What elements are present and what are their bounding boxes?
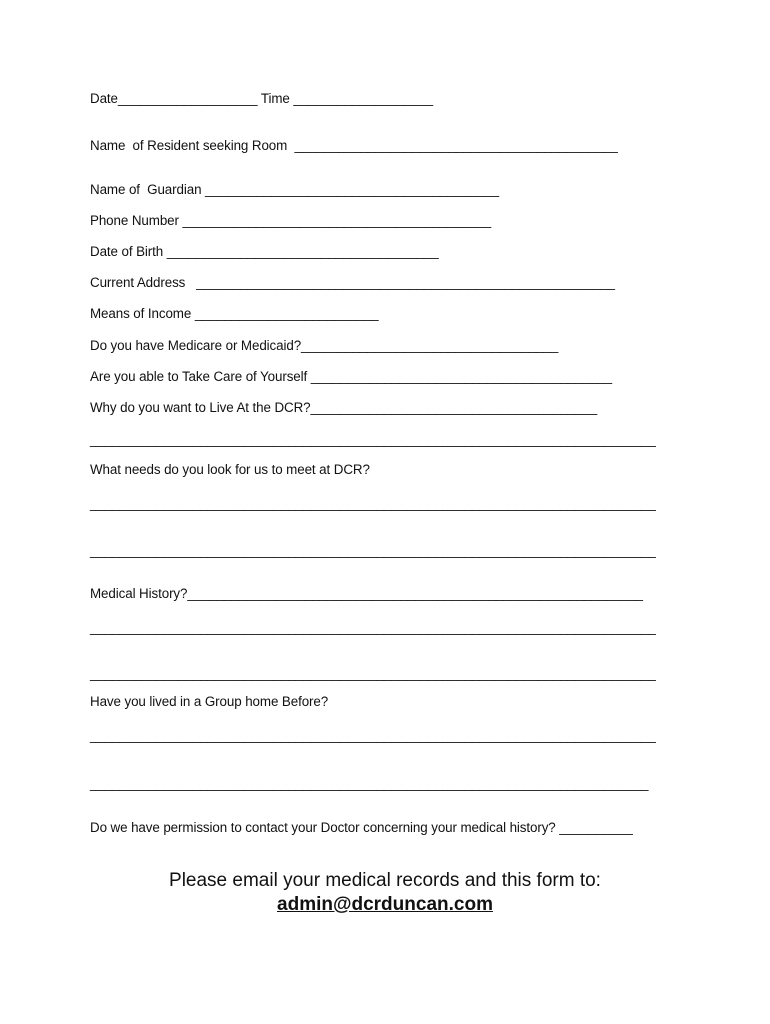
- needs-question: What needs do you look for us to meet at DCR?: [90, 462, 370, 477]
- resident-name-field: Name of Resident seeking Room ____________________________________________: [90, 138, 618, 153]
- medical-history-field: Medical History?______________________________________________________________: [90, 586, 643, 601]
- doctor-permission-field: Do we have permission to contact your Doctor concerning your medical history? __________: [90, 820, 633, 835]
- current-address-field: Current Address _________________________________________________________: [90, 275, 615, 290]
- medical-history-blank-line: _____________________________________________________________________________: [90, 666, 656, 681]
- group-home-blank-line: _____________________________________________________________________________: [90, 728, 656, 743]
- why-live-blank-line: _____________________________________________________________________________: [90, 432, 656, 447]
- medical-history-blank-line: _____________________________________________________________________________: [90, 620, 656, 635]
- why-live-field: Why do you want to Live At the DCR?_______________________________________: [90, 400, 598, 415]
- medicare-field: Do you have Medicare or Medicaid?___________________________________: [90, 338, 559, 353]
- guardian-name-field: Name of Guardian ________________________________________: [90, 182, 499, 197]
- email-instruction: Please email your medical records and this form to:: [169, 870, 601, 891]
- means-of-income-field: Means of Income _________________________: [90, 306, 379, 321]
- phone-number-field: Phone Number __________________________________________: [90, 213, 492, 228]
- email-link[interactable]: admin@dcrduncan.com: [277, 894, 493, 915]
- date-of-birth-field: Date of Birth _____________________________________: [90, 244, 439, 259]
- needs-blank-line: _____________________________________________________________________________: [90, 543, 656, 558]
- group-home-blank-line: ____________________________________________________________________________: [90, 776, 649, 791]
- date-time-field: Date___________________ Time ___________________: [90, 91, 433, 106]
- email-address-row: [0, 893, 770, 917]
- needs-blank-line: _____________________________________________________________________________: [90, 496, 656, 511]
- group-home-question: Have you lived in a Group home Before?: [90, 694, 329, 709]
- take-care-field: Are you able to Take Care of Yourself _________________________________________: [90, 369, 612, 384]
